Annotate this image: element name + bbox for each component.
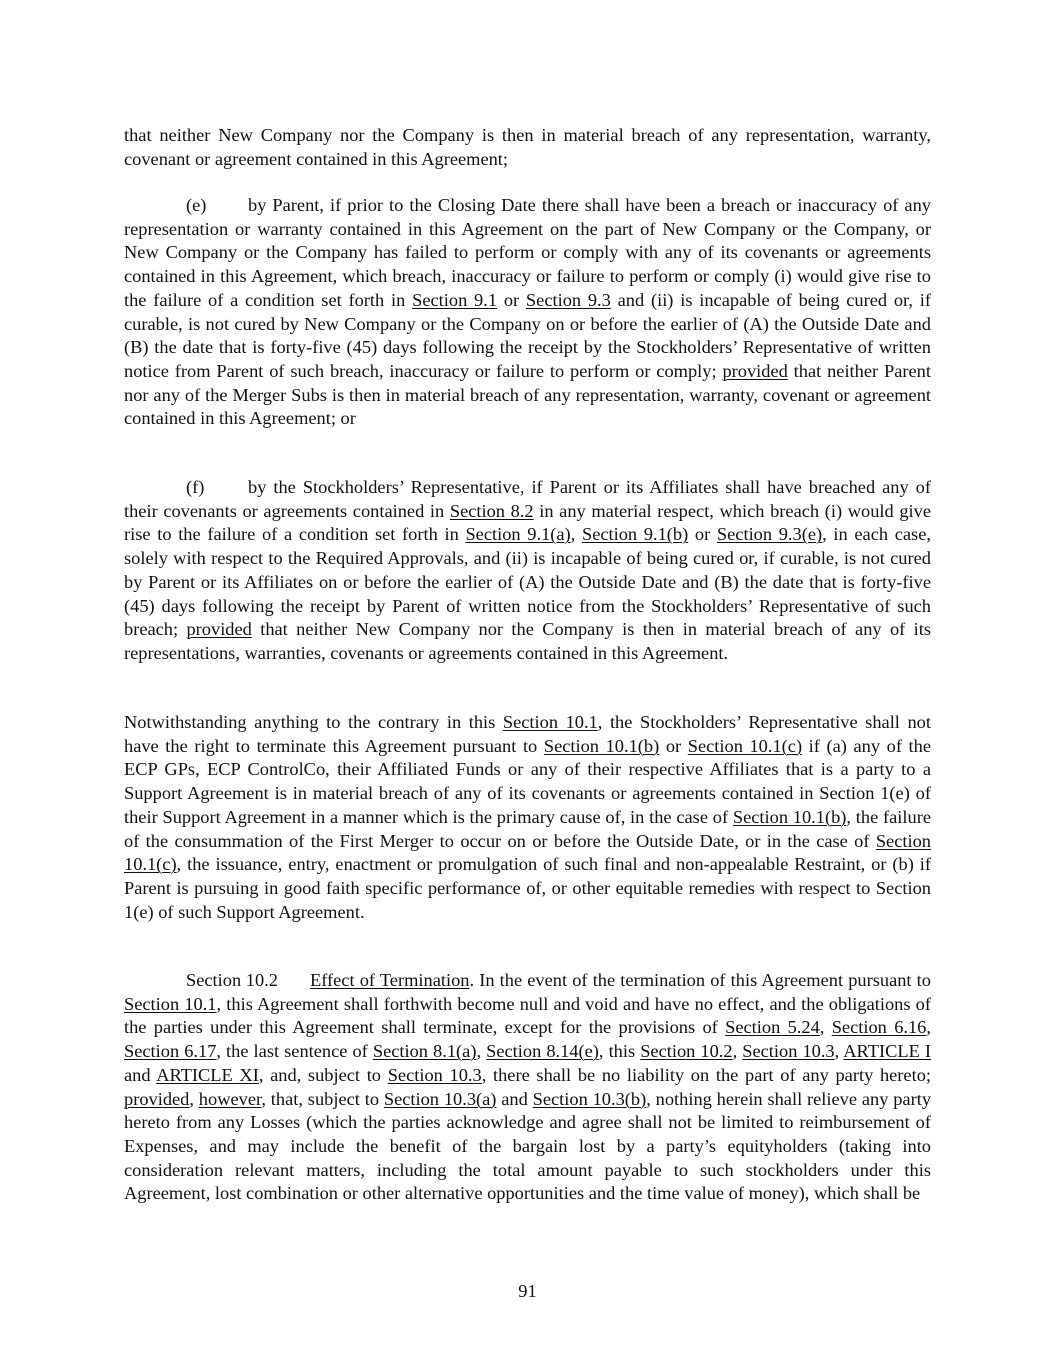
paragraph-text: or [659,735,688,756]
paragraph-text: that neither New Company nor the Company is then in material breach of any of its representations, warranties, covenants or agreements contained in this Agreement. [124,619,931,663]
paragraph-text: , [834,1041,844,1062]
proviso-term: however [198,1088,262,1109]
paragraph-notwithstanding [124,711,931,924]
section-number: Section 10.2 [186,970,278,990]
section-reference: Section 8.1(a) [372,1041,477,1062]
paragraph-text: , [819,1017,832,1038]
paragraph-clause-f [124,476,931,666]
paragraph-text: , nothing herein shall relieve any party hereto from any Losses (which the parties acknowledge and agree shall not be limited to reimbursement of Expenses, and may include the benefit of the bargain lost by a party’s equityholders (taking into consideration relevant matters, including the total amount payable to such stockholders under this Agreement, lost combination or other alternative opportunities and the time value of money), which shall be [124,1088,932,1204]
section-reference: Section 10.1(b) [543,735,660,756]
paragraph-text: and [496,1088,533,1109]
paragraph-text: , in each case, solely with respect to the Required Approvals, and (ii) is incapable of being cured or, if curable, is not cured by Parent or its Affiliates on or before the earlier of (A) the Outside Date and (B) the date that is forty-five (45) days following the receipt by Parent of written notice from the Stockholders’ Representative of such breach; [124,524,931,640]
clause-label: (e) [186,195,207,215]
section-reference: Section 8.14(e) [486,1041,599,1062]
article-reference: ARTICLE I [843,1041,931,1062]
proviso-term: provided [722,360,788,381]
paragraph-continuation [124,124,931,171]
paragraph-text: , that, subject to [261,1088,384,1109]
section-reference: Section 10.3(b) [532,1088,647,1109]
section-reference: Section 10.1 [124,993,217,1014]
paragraph-text: and (ii) is incapable of being cured or, if curable, is not cured by New Company or the Company on or before the earlier of (A) the Outside Date and (B) the date that is forty-five (45) days following the receipt by the Stockholders’ Representative of written notice from Parent of such breach, inaccuracy or failure to perform or comply; [124,289,932,381]
paragraph-text: , and, subject to [258,1064,388,1085]
section-reference: Section 10.1(c) [124,830,931,875]
paragraph-text: or [497,289,526,310]
section-reference: Section 6.17 [124,1041,217,1062]
paragraph-text: , [732,1041,743,1062]
paragraph-text: , the failure of the consummation of the First Merger to occur on or before the Outside Date, or in the case of [124,806,932,851]
paragraph-section-10-2 [124,969,931,1206]
paragraph-text: if (a) any of the ECP GPs, ECP ControlCo, their Affiliated Funds or any of their respective Affiliates that is a party to a Support Agreement is in material breach of any of its covenants or agreements contained in Section 1(e) of their Support Agreement in a manner which is the primary cause of, in the case of [124,735,932,827]
paragraph-text: , [570,524,582,545]
paragraph-text: , the issuance, entry, enactment or promulgation of such final and non-appealable Restraint, or (b) if Parent is pursuing in good faith specific performance of, or other equitable remedies with respect to Section 1(e) of such Support Agreement. [124,854,931,922]
section-reference: Section 8.2 [449,500,534,521]
proviso-term: provided [186,619,252,640]
section-reference: Section 10.3 [387,1064,482,1085]
paragraph-text: , [476,1041,487,1062]
section-reference: Section 10.1 [502,712,598,732]
paragraph-text: Notwithstanding anything to the contrary in this [124,712,503,732]
section-reference: Section 10.3(a) [383,1088,497,1109]
section-reference: Section 9.3 [525,289,611,310]
paragraph-text: by Parent, if prior to the Closing Date there shall have been a breach or inaccuracy of any representation or warranty contained in this Agreement on the part of New Company or the Company, or New Company or the Company has failed to perform or comply with any of its covenants or agreements contained in this Agreement, which breach, inaccuracy or failure to perform or comply (i) would give rise to the failure of a condition set forth in [124,195,931,310]
section-reference: Section 10.3 [742,1041,835,1062]
paragraph-text: by the Stockholders’ Representative, if Parent or its Affiliates shall have breached any of their covenants or agreements contained in [124,477,931,521]
section-reference: Section 6.16 [831,1017,927,1038]
section-reference: Section 10.1(b) [732,806,847,827]
section-reference: Section 9.3(e) [716,524,823,545]
proviso-term: provided [124,1088,190,1109]
paragraph-text: , the last sentence of [216,1041,373,1062]
paragraph-text: , [926,1017,931,1038]
clause-label: (f) [186,477,205,497]
paragraph-clause-e [124,194,931,431]
section-reference: Section 9.1 [412,289,498,310]
section-reference: Section 5.24 [725,1017,820,1038]
section-reference: Section 9.1(b) [581,524,689,545]
paragraph-text: that neither New Company nor the Company is then in material breach of any representation, warranty, covenant or agreement contained in this Agreement; [124,125,931,169]
page-number: 91 [518,1281,537,1301]
paragraph-text: , this Agreement shall forthwith become null and void and have no effect, and the obligations of the parties under this Agreement shall terminate, except for the provisions of [124,993,931,1038]
paragraph-text: and [124,1064,157,1085]
section-reference: Section 9.1(a) [465,524,571,545]
paragraph-text: in any material respect, which breach (i) would give rise to the failure of a condition set forth in [124,500,931,545]
paragraph-text: , the Stockholders’ Representative shall not have the right to terminate this Agreement pursuant to [124,712,931,756]
paragraph-text: that neither Parent nor any of the Merger Subs is then in material breach of any representation, warranty, covenant or agreement contained in this Agreement; or [124,360,931,429]
section-reference: Section 10.2 [640,1041,733,1062]
section-heading: Effect of Termination [310,970,470,990]
paragraph-text: , [189,1088,199,1109]
article-reference: ARTICLE XI [156,1064,259,1085]
paragraph-text: , this [598,1041,641,1062]
paragraph-text: . In the event of the termination of this Agreement pursuant to [469,970,931,990]
section-reference: Section 10.1(c) [687,735,803,756]
paragraph-text: , there shall be no liability on the part of any party hereto; [481,1064,932,1085]
paragraph-text: or [688,524,717,545]
